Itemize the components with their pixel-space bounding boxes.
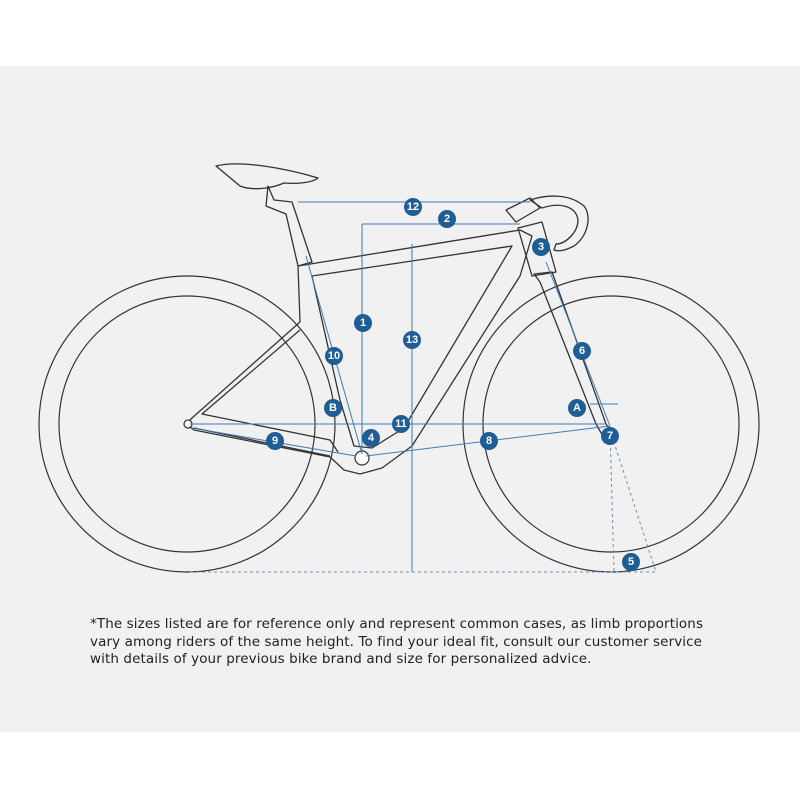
marker-9 [266,432,284,450]
svg-text:6: 6 [578,345,586,357]
marker-B [324,399,342,417]
saddle [216,164,318,189]
marker-13 [403,331,421,349]
measurement-lines [190,202,618,572]
marker-A [568,399,586,417]
svg-text:B: B [329,402,337,414]
svg-text:8: 8 [485,435,493,447]
dashed-lines [190,430,656,572]
marker-12 [404,198,422,216]
svg-text:2: 2 [443,213,451,225]
marker-3 [532,238,550,256]
marker-2 [438,210,456,228]
svg-text:5: 5 [627,556,635,568]
svg-text:3: 3 [537,241,545,253]
svg-text:9: 9 [271,435,279,447]
svg-text:10: 10 [327,350,341,362]
seatpost [266,186,312,266]
svg-text:A: A [573,402,581,414]
svg-text:11: 11 [395,418,407,430]
marker-1 [354,314,372,332]
marker-8 [480,432,498,450]
marker-7 [601,427,619,445]
marker-4 [362,429,380,447]
marker-11 [392,415,410,433]
svg-text:1: 1 [359,317,367,329]
svg-text:4: 4 [367,432,375,444]
svg-text:13: 13 [405,334,419,346]
svg-text:7: 7 [606,430,614,442]
sizing-disclaimer: *The sizes listed are for reference only and represent common cases, as limb proportions vary among riders of the same height. To find your ideal fit, consult our customer service with details of your previous bike brand and size for personalized advice. [90,616,704,667]
marker-10 [325,347,343,365]
marker-5 [622,553,640,571]
svg-text:12: 12 [406,201,420,213]
marker-6 [573,342,591,360]
